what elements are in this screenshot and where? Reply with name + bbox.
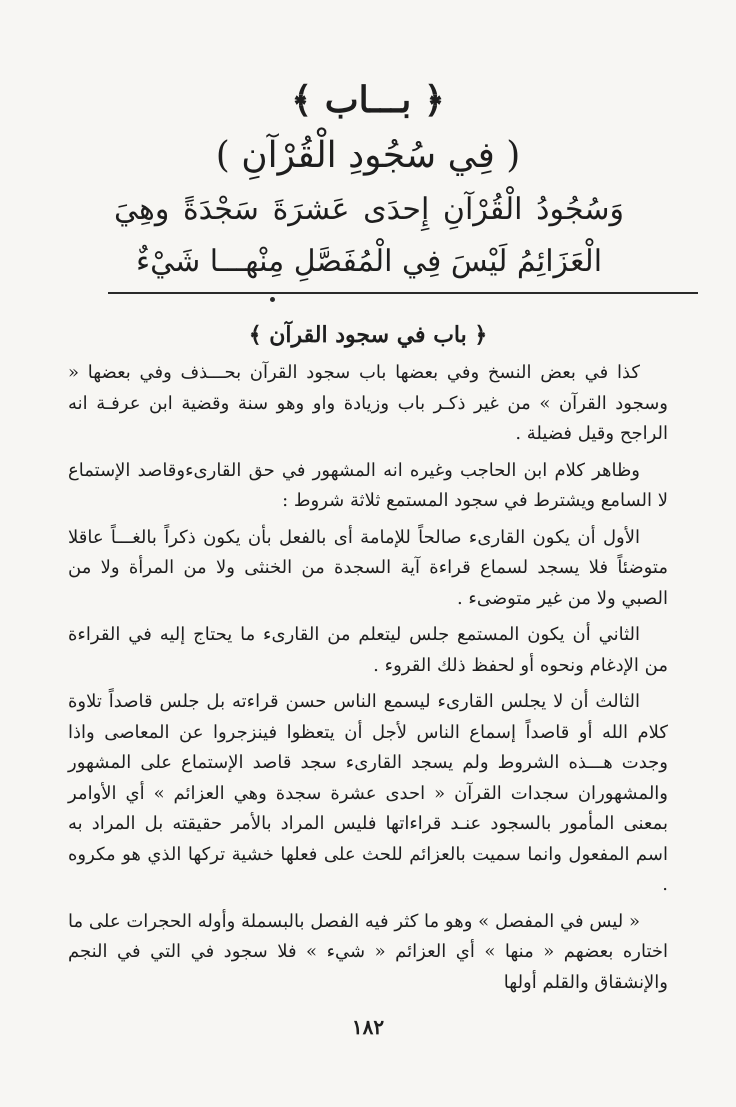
paragraph-1: كذا في بعض النسخ وفي بعضها باب سجود القرآن بحـــذف وفي بعضها « وسجود القرآن » من غير ذكـر باب وزيادة واو وهو سنة وقضية ابن عرفـة انه الراجح وقيل فضيلة . bbox=[68, 362, 668, 444]
paragraph-2: وظاهر كلام ابن الحاجب وغيره انه المشهور في حق القارىءوقاصد الإستماع لا السامع ويشترط في سجود المستمع ثلاثة شروط : bbox=[68, 459, 668, 511]
main-text: وَسُجُودُ الْقُرْآنِ إِحدَى عَشرَةَ سَجْدَةً وهِيَ الْعَزَائِمُ لَيْسَ فِي الْمُفَصَّلِ مِنْهـــا شَيْءٌ bbox=[114, 192, 624, 279]
paragraph-6: « ليس في المفصل » وهو ما كثر فيه الفصل بالبسملة وأوله الحجرات على ما اختاره بعضهم « منها » أي العزائم « شيء » فلا سجود في التي في النجم والإنشقاق والقلم أولها bbox=[68, 910, 668, 993]
page-number: ١٨٢ bbox=[351, 1015, 385, 1039]
divider-line bbox=[108, 292, 698, 294]
commentary-body bbox=[68, 358, 668, 1004]
chapter-heading: ﴿ بـــاب ﴾ bbox=[291, 79, 445, 121]
chapter-subheading: ( فِي سُجُودِ الْقُرْآنِ ) bbox=[215, 135, 521, 176]
paragraph-4: الثاني أن يكون المستمع جلس ليتعلم من القارىء ما يحتاج إليه في القراءة من الإدغام ونحوه أو لحفظ ذلك القروء . bbox=[68, 624, 668, 676]
paragraph-5: الثالث أن لا يجلس القارىء ليسمع الناس حسن قراءته بل جلس قاصداً تلاوة كلام الله أو قاصداً إسماع الناس لأجل أن يتعظوا فينزجروا عن المعاصى واذا وجدت هـــذه الشروط ولم يسجد القارىء سجد قاصد الإستماع على المشهور والمشهوران سجدات القرآن « احدى عشرة سجدة وهي العزائم » أي الأوامر بمعنى المأمور بالسجود عنـد قراءاتها فليس المراد بالأمر حقيقته بل المراد به اسم المفعول وانما سميت بالعزائم للحث على فعلها خشية تركها الذي هو مكروه . bbox=[68, 691, 668, 895]
divider-dot bbox=[270, 297, 275, 302]
commentary-title: ﴿ باب في سجود القرآن ﴾ bbox=[248, 322, 488, 348]
paragraph-3: الأول أن يكون القارىء صالحاً للإمامة أى بالفعل بأن يكون ذكراً بالغـــاً عاقلا متوضئاً فلا يسجد لسماع قراءة آية السجدة من الخنثى ولا من المرأة ولا من الصبي ولا من غير متوضىء . bbox=[68, 526, 668, 609]
